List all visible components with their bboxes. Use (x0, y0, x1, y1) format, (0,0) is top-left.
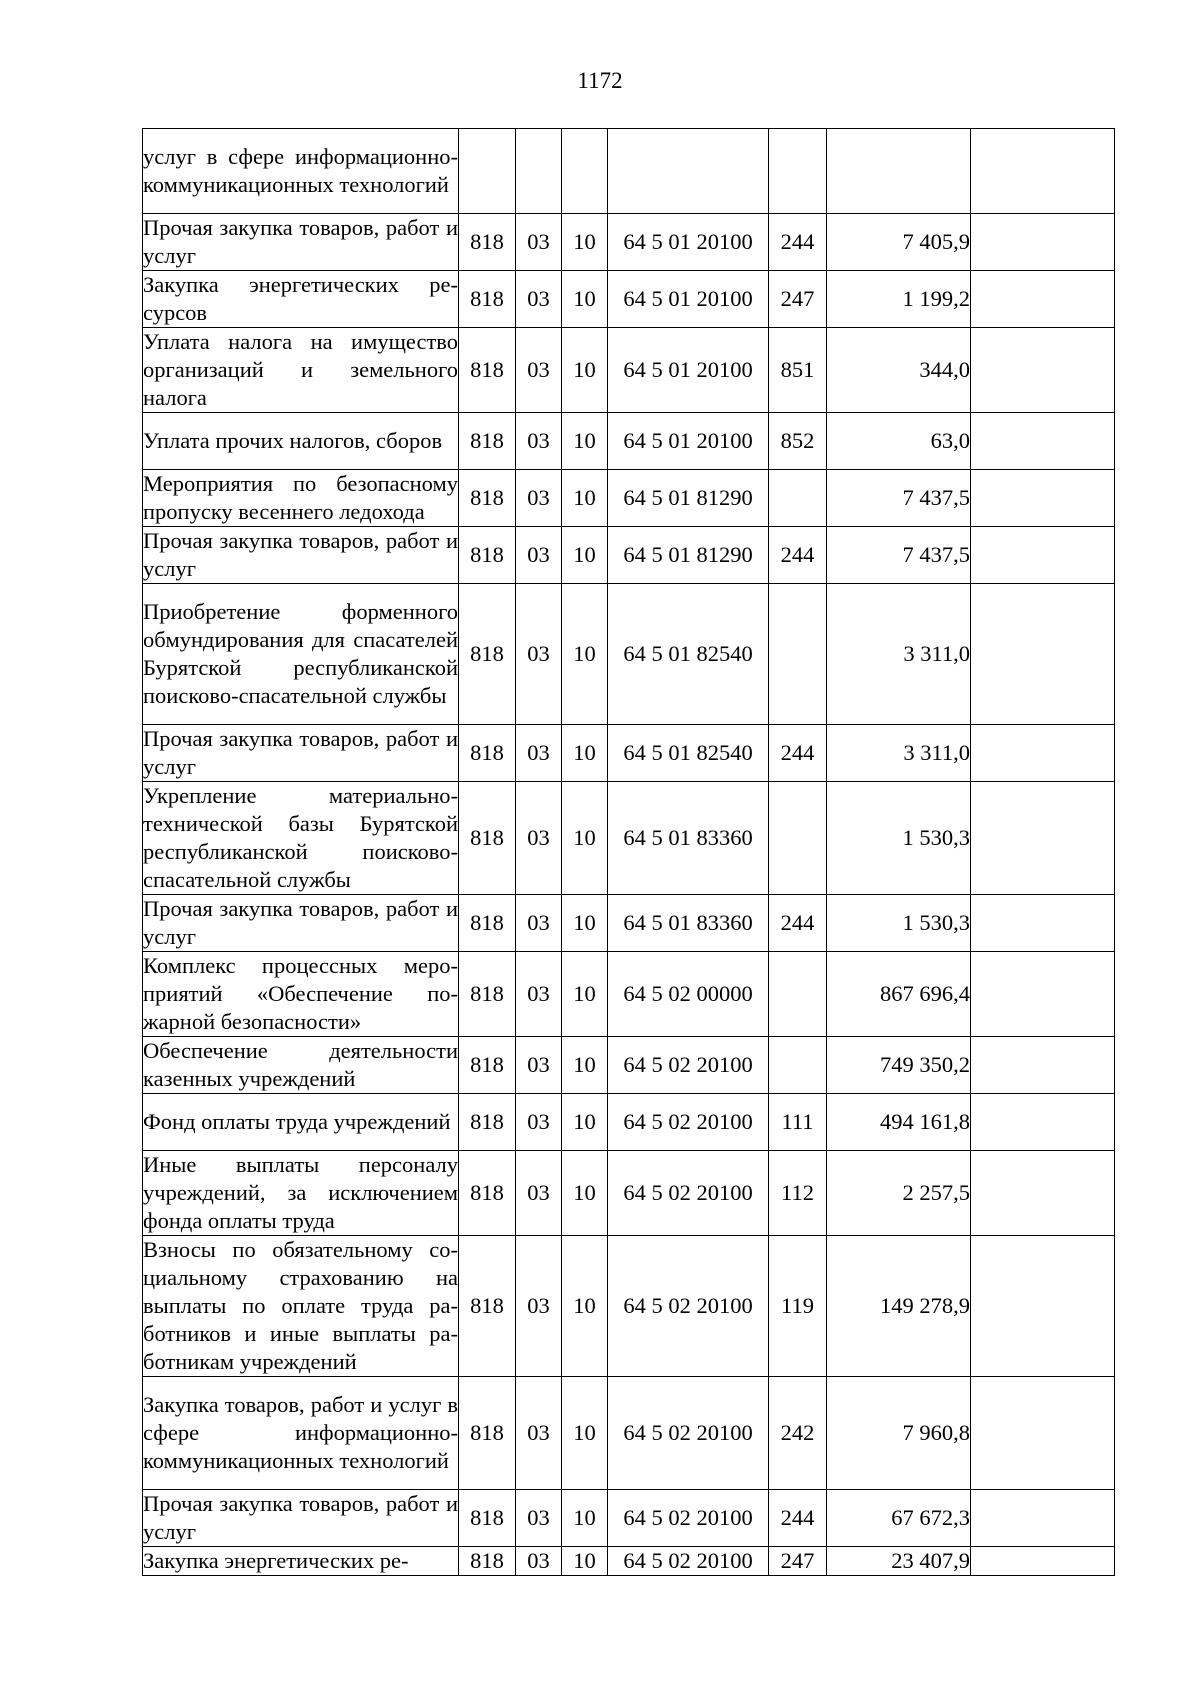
row-name: услуг в сфере информационно-коммуникационных технологий (143, 129, 459, 214)
row-name: Прочая закупка товаров, работ и услуг (143, 1490, 459, 1547)
cell-empty (971, 214, 1115, 271)
cell-expense-type (769, 129, 827, 214)
cell-section-code: 03 (516, 271, 562, 328)
cell-expense-type: 112 (769, 1151, 827, 1236)
cell-amount: 7 437,5 (827, 527, 971, 584)
table-row (143, 214, 1115, 271)
cell-expense-type (769, 782, 827, 895)
cell-empty (971, 1490, 1115, 1547)
cell-section-code (516, 129, 562, 214)
cell-empty (971, 725, 1115, 782)
cell-ved-code: 818 (459, 1094, 516, 1151)
cell-empty (971, 470, 1115, 527)
cell-ved-code: 818 (459, 1490, 516, 1547)
cell-section-code: 03 (516, 1037, 562, 1094)
table-row (143, 1377, 1115, 1490)
cell-section-code: 03 (516, 413, 562, 470)
cell-empty (971, 527, 1115, 584)
cell-target-article: 64 5 02 20100 (608, 1151, 769, 1236)
cell-amount: 149 278,9 (827, 1236, 971, 1377)
cell-subsection-code: 10 (562, 1151, 608, 1236)
cell-empty (971, 1151, 1115, 1236)
cell-expense-type: 242 (769, 1377, 827, 1490)
cell-ved-code: 818 (459, 1236, 516, 1377)
table-row (143, 725, 1115, 782)
row-name: Иные выплаты персоналу учреждений, за исключением фонда оплаты труда (143, 1151, 459, 1236)
cell-target-article (608, 129, 769, 214)
cell-ved-code: 818 (459, 1151, 516, 1236)
cell-empty (971, 271, 1115, 328)
row-name: Прочая закупка товаров, работ и услуг (143, 725, 459, 782)
cell-empty (971, 1094, 1115, 1151)
cell-ved-code: 818 (459, 214, 516, 271)
cell-expense-type: 247 (769, 1547, 827, 1576)
cell-ved-code: 818 (459, 328, 516, 413)
cell-expense-type: 244 (769, 895, 827, 952)
row-name: Закупка энергетических ресурсов (143, 271, 459, 328)
cell-section-code: 03 (516, 328, 562, 413)
row-name: Уплата налога на имущество организаций и земельного налога (143, 328, 459, 413)
row-name: Закупка товаров, работ и услуг в сфере информационно-коммуникационных технологий (143, 1377, 459, 1490)
cell-expense-type: 852 (769, 413, 827, 470)
table-row (143, 271, 1115, 328)
table-row (143, 952, 1115, 1037)
cell-subsection-code: 10 (562, 895, 608, 952)
cell-expense-type: 851 (769, 328, 827, 413)
cell-expense-type: 119 (769, 1236, 827, 1377)
cell-section-code: 03 (516, 895, 562, 952)
cell-amount: 1 199,2 (827, 271, 971, 328)
cell-section-code: 03 (516, 725, 562, 782)
table-row (143, 1037, 1115, 1094)
cell-target-article: 64 5 01 20100 (608, 328, 769, 413)
cell-subsection-code: 10 (562, 1377, 608, 1490)
cell-ved-code: 818 (459, 782, 516, 895)
cell-amount: 63,0 (827, 413, 971, 470)
row-name: Взносы по обязательному социальному страхованию на выплаты по оплате труда работников и иные выплаты работникам учреждений (143, 1236, 459, 1377)
cell-amount: 494 161,8 (827, 1094, 971, 1151)
cell-expense-type (769, 1037, 827, 1094)
cell-ved-code: 818 (459, 1037, 516, 1094)
cell-expense-type: 247 (769, 271, 827, 328)
cell-ved-code: 818 (459, 470, 516, 527)
page-number: 1172 (577, 68, 623, 93)
cell-target-article: 64 5 02 20100 (608, 1037, 769, 1094)
cell-target-article: 64 5 01 81290 (608, 470, 769, 527)
table-row (143, 1547, 1115, 1576)
cell-target-article: 64 5 02 20100 (608, 1490, 769, 1547)
cell-section-code: 03 (516, 1490, 562, 1547)
cell-section-code: 03 (516, 782, 562, 895)
cell-section-code: 03 (516, 952, 562, 1037)
cell-amount: 23 407,9 (827, 1547, 971, 1576)
cell-subsection-code: 10 (562, 1490, 608, 1547)
cell-target-article: 64 5 01 82540 (608, 725, 769, 782)
cell-amount: 2 257,5 (827, 1151, 971, 1236)
cell-amount: 344,0 (827, 328, 971, 413)
cell-expense-type: 244 (769, 214, 827, 271)
cell-expense-type: 111 (769, 1094, 827, 1151)
cell-empty (971, 1377, 1115, 1490)
cell-target-article: 64 5 01 83360 (608, 782, 769, 895)
cell-empty (971, 782, 1115, 895)
cell-subsection-code: 10 (562, 584, 608, 725)
cell-expense-type: 244 (769, 725, 827, 782)
cell-target-article: 64 5 02 20100 (608, 1094, 769, 1151)
cell-section-code: 03 (516, 1151, 562, 1236)
cell-empty (971, 1236, 1115, 1377)
cell-amount: 3 311,0 (827, 584, 971, 725)
cell-section-code: 03 (516, 1094, 562, 1151)
cell-ved-code: 818 (459, 1377, 516, 1490)
row-name: Прочая закупка товаров, работ и услуг (143, 895, 459, 952)
cell-empty (971, 129, 1115, 214)
table-row (143, 1151, 1115, 1236)
cell-subsection-code: 10 (562, 328, 608, 413)
cell-empty (971, 952, 1115, 1037)
cell-expense-type (769, 952, 827, 1037)
cell-section-code: 03 (516, 584, 562, 725)
cell-empty (971, 895, 1115, 952)
cell-amount: 1 530,3 (827, 782, 971, 895)
cell-section-code: 03 (516, 1377, 562, 1490)
cell-amount: 67 672,3 (827, 1490, 971, 1547)
cell-empty (971, 1547, 1115, 1576)
cell-section-code: 03 (516, 527, 562, 584)
cell-ved-code (459, 129, 516, 214)
cell-amount: 3 311,0 (827, 725, 971, 782)
cell-subsection-code: 10 (562, 725, 608, 782)
cell-subsection-code: 10 (562, 527, 608, 584)
row-name: Фонд оплаты труда учреждений (143, 1094, 459, 1151)
row-name: Комплекс процессных мероприятий «Обеспечение пожарной безопасности» (143, 952, 459, 1037)
cell-target-article: 64 5 01 20100 (608, 413, 769, 470)
budget-table-body (143, 129, 1115, 1576)
cell-subsection-code: 10 (562, 271, 608, 328)
cell-subsection-code: 10 (562, 1094, 608, 1151)
table-row (143, 1490, 1115, 1547)
cell-amount (827, 129, 971, 214)
cell-ved-code: 818 (459, 895, 516, 952)
cell-subsection-code: 10 (562, 413, 608, 470)
cell-empty (971, 1037, 1115, 1094)
row-name: Уплата прочих налогов, сборов (143, 413, 459, 470)
cell-target-article: 64 5 02 00000 (608, 952, 769, 1037)
table-row (143, 129, 1115, 214)
row-name: Обеспечение деятельности казенных учреждений (143, 1037, 459, 1094)
cell-ved-code: 818 (459, 413, 516, 470)
table-row (143, 1094, 1115, 1151)
cell-expense-type (769, 584, 827, 725)
cell-subsection-code: 10 (562, 782, 608, 895)
cell-amount: 7 960,8 (827, 1377, 971, 1490)
cell-section-code: 03 (516, 214, 562, 271)
cell-target-article: 64 5 02 20100 (608, 1377, 769, 1490)
table-row (143, 782, 1115, 895)
row-name: Закупка энергетических ре- (143, 1547, 459, 1576)
cell-target-article: 64 5 01 20100 (608, 271, 769, 328)
row-name: Мероприятия по безопасному пропуску весеннего ледохода (143, 470, 459, 527)
table-row (143, 413, 1115, 470)
cell-target-article: 64 5 01 82540 (608, 584, 769, 725)
cell-subsection-code: 10 (562, 214, 608, 271)
cell-subsection-code: 10 (562, 470, 608, 527)
cell-ved-code: 818 (459, 952, 516, 1037)
cell-expense-type: 244 (769, 527, 827, 584)
table-row (143, 895, 1115, 952)
cell-ved-code: 818 (459, 725, 516, 782)
cell-target-article: 64 5 02 20100 (608, 1236, 769, 1377)
table-row (143, 328, 1115, 413)
row-name: Приобретение форменного обмундирования для спасателей Бурятской республиканской поисково-спасательной службы (143, 584, 459, 725)
cell-amount: 7 405,9 (827, 214, 971, 271)
cell-amount: 7 437,5 (827, 470, 971, 527)
cell-ved-code: 818 (459, 1547, 516, 1576)
cell-subsection-code: 10 (562, 1547, 608, 1576)
cell-ved-code: 818 (459, 271, 516, 328)
cell-subsection-code: 10 (562, 1236, 608, 1377)
cell-section-code: 03 (516, 1236, 562, 1377)
cell-subsection-code (562, 129, 608, 214)
cell-empty (971, 584, 1115, 725)
cell-empty (971, 328, 1115, 413)
cell-target-article: 64 5 01 81290 (608, 527, 769, 584)
cell-section-code: 03 (516, 1547, 562, 1576)
cell-target-article: 64 5 02 20100 (608, 1547, 769, 1576)
table-row (143, 470, 1115, 527)
cell-subsection-code: 10 (562, 1037, 608, 1094)
cell-empty (971, 413, 1115, 470)
cell-section-code: 03 (516, 470, 562, 527)
budget-table (142, 128, 1115, 1576)
cell-target-article: 64 5 01 20100 (608, 214, 769, 271)
row-name: Укрепление материально-технической базы Бурятской республиканской поисково-спасательной службы (143, 782, 459, 895)
cell-amount: 1 530,3 (827, 895, 971, 952)
cell-amount: 867 696,4 (827, 952, 971, 1037)
cell-target-article: 64 5 01 83360 (608, 895, 769, 952)
cell-expense-type: 244 (769, 1490, 827, 1547)
row-name: Прочая закупка товаров, работ и услуг (143, 527, 459, 584)
cell-subsection-code: 10 (562, 952, 608, 1037)
cell-ved-code: 818 (459, 527, 516, 584)
row-name: Прочая закупка товаров, работ и услуг (143, 214, 459, 271)
cell-expense-type (769, 470, 827, 527)
table-row (143, 1236, 1115, 1377)
cell-ved-code: 818 (459, 584, 516, 725)
table-row (143, 527, 1115, 584)
cell-amount: 749 350,2 (827, 1037, 971, 1094)
table-row (143, 584, 1115, 725)
